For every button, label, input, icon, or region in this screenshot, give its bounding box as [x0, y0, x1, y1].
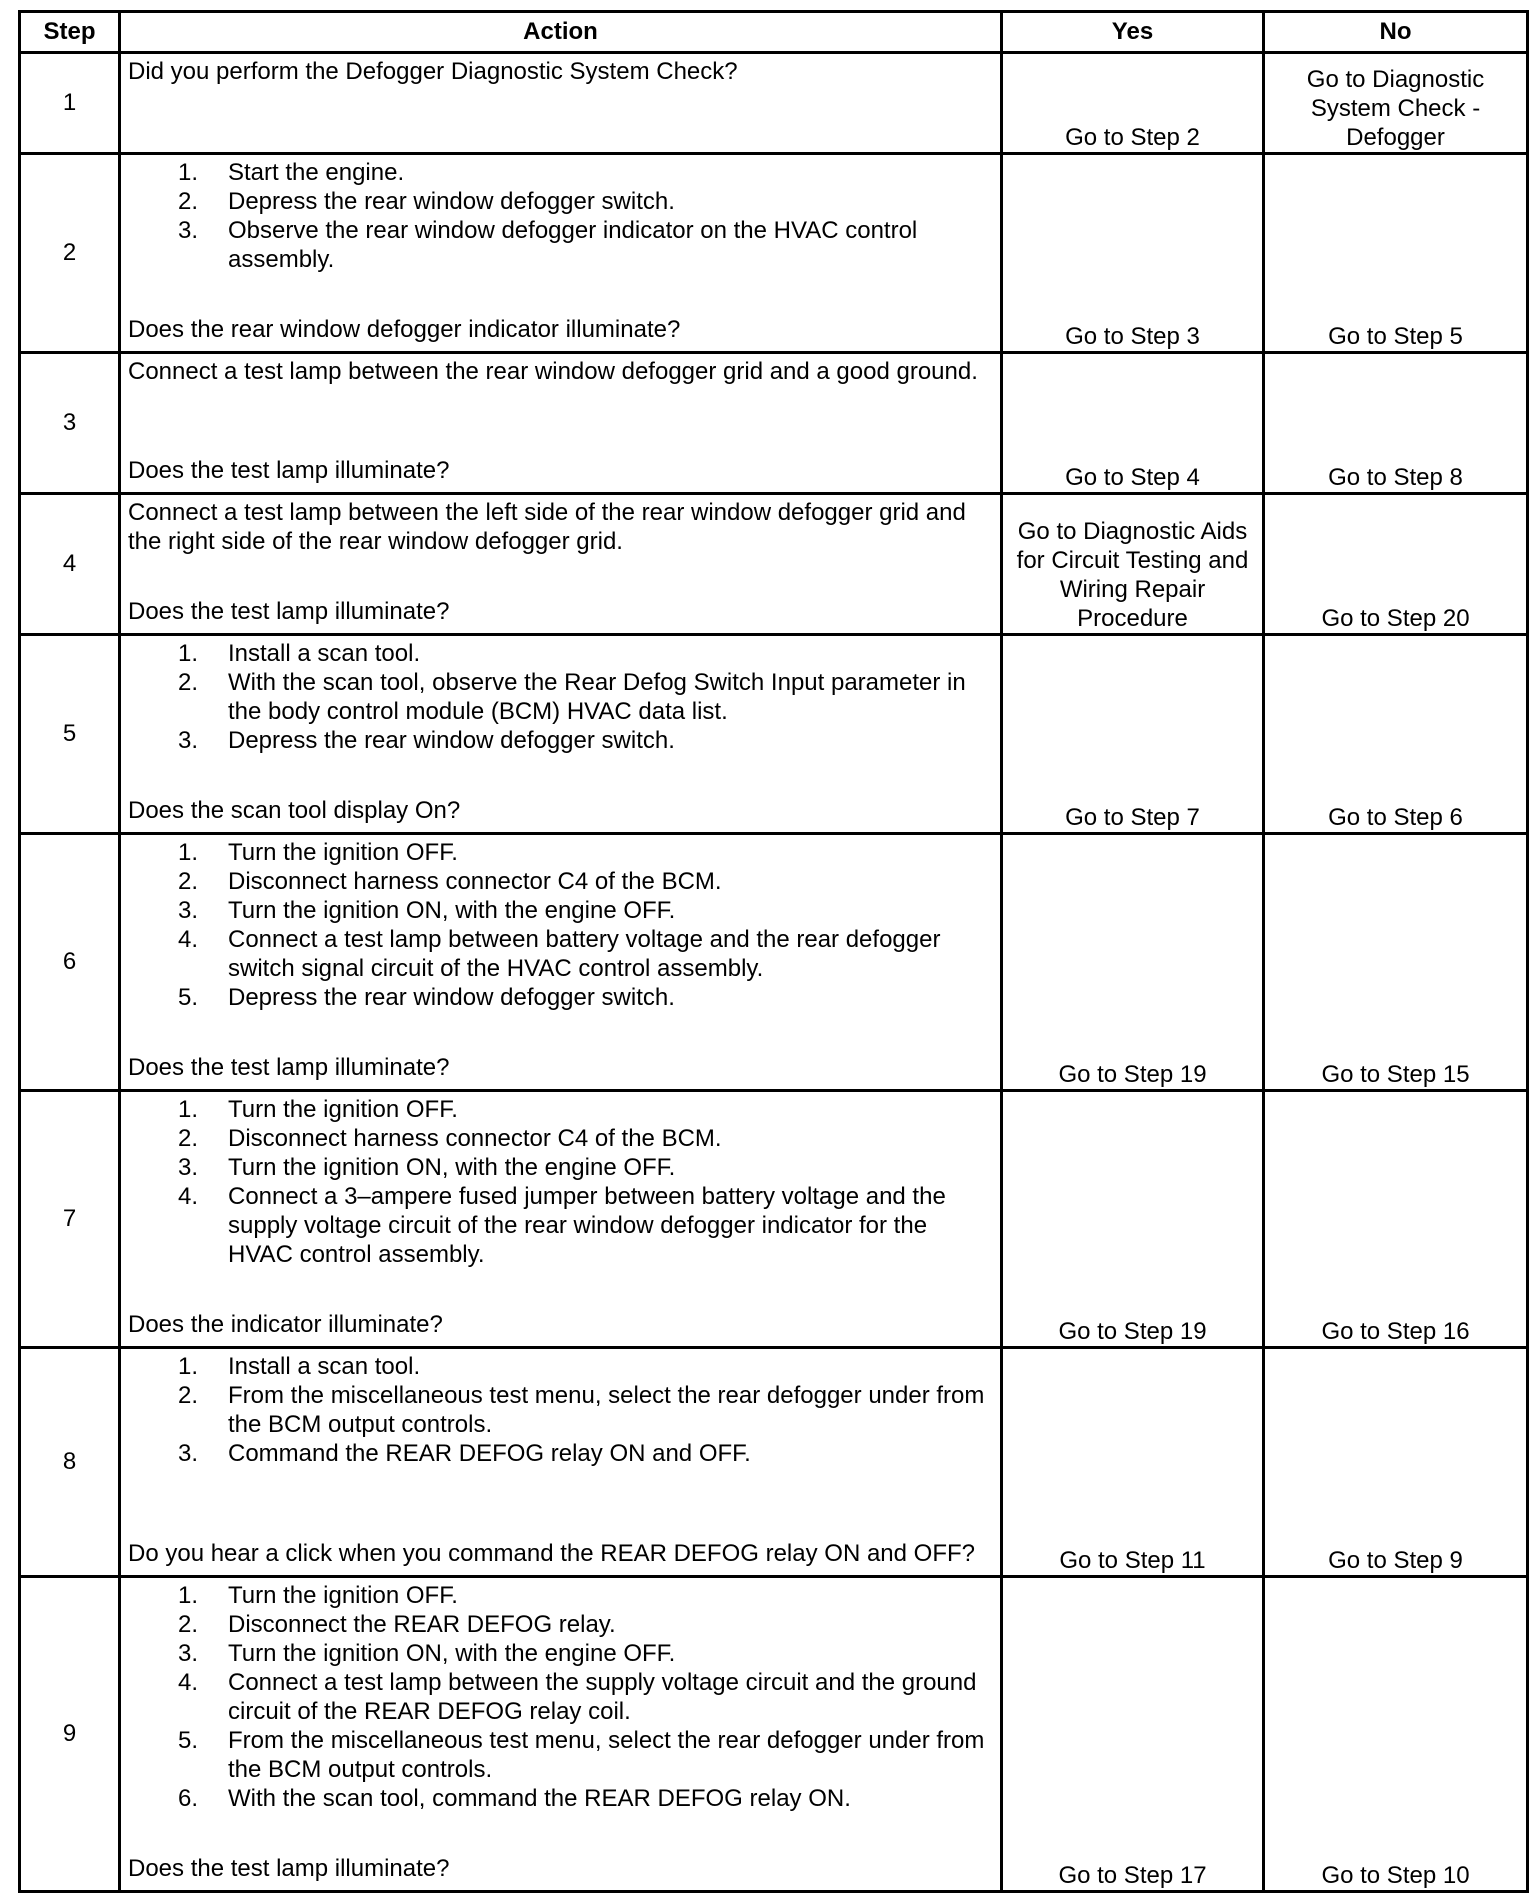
action-cell — [120, 1577, 1002, 1892]
header-step: Step — [20, 12, 120, 53]
yes-result: Go to Step 19 — [1002, 834, 1264, 1091]
instruction-text: Disconnect the REAR DEFOG relay. — [228, 1611, 616, 1638]
instruction-number: 3. — [178, 1640, 199, 1667]
instruction-item — [128, 925, 992, 983]
step-number: 3 — [20, 353, 120, 494]
no-result: Go to Diagnostic System Check - Defogger — [1264, 53, 1528, 154]
instruction-number: 2. — [178, 188, 199, 215]
no-result: Go to Step 8 — [1264, 353, 1528, 494]
instruction-list — [128, 838, 992, 1012]
question-text: Does the rear window defogger indicator illuminate? — [128, 316, 681, 343]
action-cell — [120, 353, 1002, 494]
action-cell — [120, 494, 1002, 635]
instruction-number: 3. — [178, 217, 199, 244]
instruction-number: 4. — [178, 1183, 199, 1210]
instruction-number: 2. — [178, 1611, 199, 1638]
instruction-text: Disconnect harness connector C4 of the BCM. — [228, 868, 722, 895]
instruction-number: 4. — [178, 1669, 199, 1696]
header-row — [20, 12, 1528, 53]
instruction-text: From the miscellaneous test menu, select the rear defogger under from the BCM output controls. — [228, 1382, 985, 1438]
instruction-text: Turn the ignition ON, with the engine OFF. — [228, 1154, 676, 1181]
instruction-item — [128, 726, 992, 755]
instruction-text: Disconnect harness connector C4 of the BCM. — [228, 1125, 722, 1152]
header-yes: Yes — [1002, 12, 1264, 53]
instruction-number: 1. — [178, 640, 199, 667]
instruction-text: Connect a 3–ampere fused jumper between battery voltage and the supply voltage circuit of the rear window defogger indicator for the HVAC control assembly. — [228, 1183, 946, 1268]
header-no: No — [1264, 12, 1528, 53]
instruction-item — [128, 1182, 992, 1269]
step-number: 7 — [20, 1091, 120, 1348]
instruction-text: Turn the ignition OFF. — [228, 839, 458, 866]
instruction-list — [128, 158, 992, 274]
instruction-number: 1. — [178, 159, 199, 186]
instruction-item — [128, 1784, 992, 1813]
instruction-text: With the scan tool, observe the Rear Defog Switch Input parameter in the body control module (BCM) HVAC data list. — [228, 669, 966, 725]
instruction-number: 3. — [178, 897, 199, 924]
instruction-item — [128, 216, 992, 274]
no-result: Go to Step 16 — [1264, 1091, 1528, 1348]
instruction-number: 2. — [178, 1125, 199, 1152]
instruction-item — [128, 1639, 992, 1668]
header-action: Action — [120, 12, 1002, 53]
table-row — [20, 494, 1528, 635]
step-number: 5 — [20, 635, 120, 834]
instruction-item — [128, 896, 992, 925]
instruction-list — [128, 1352, 992, 1468]
instruction-number: 2. — [178, 868, 199, 895]
instruction-list — [128, 1095, 992, 1269]
no-result: Go to Step 6 — [1264, 635, 1528, 834]
instruction-number: 3. — [178, 1440, 199, 1467]
instruction-text: Install a scan tool. — [228, 640, 421, 667]
instruction-number: 2. — [178, 669, 199, 696]
instruction-item — [128, 1095, 992, 1124]
instruction-item — [128, 1668, 992, 1726]
instruction-number: 5. — [178, 984, 199, 1011]
action-text: Connect a test lamp between the left side of the rear window defogger grid and the right side of the rear window defogger grid. — [128, 499, 966, 555]
action-cell — [120, 53, 1002, 154]
yes-result: Go to Diagnostic Aids for Circuit Testing and Wiring Repair Procedure — [1002, 494, 1264, 635]
instruction-text: Turn the ignition ON, with the engine OFF. — [228, 897, 676, 924]
instruction-text: Observe the rear window defogger indicator on the HVAC control assembly. — [228, 217, 918, 273]
table-row — [20, 1091, 1528, 1348]
no-result: Go to Step 15 — [1264, 834, 1528, 1091]
instruction-item — [128, 1581, 992, 1610]
instruction-item — [128, 158, 992, 187]
question-text: Does the indicator illuminate? — [128, 1311, 443, 1338]
instruction-item — [128, 1381, 992, 1439]
instruction-item — [128, 838, 992, 867]
action-cell — [120, 154, 1002, 353]
no-result: Go to Step 9 — [1264, 1348, 1528, 1577]
instruction-text: Turn the ignition OFF. — [228, 1096, 458, 1123]
instruction-number: 5. — [178, 1727, 199, 1754]
step-number: 8 — [20, 1348, 120, 1577]
question-text: Does the test lamp illuminate? — [128, 1855, 450, 1882]
yes-result: Go to Step 11 — [1002, 1348, 1264, 1577]
instruction-item — [128, 1352, 992, 1381]
yes-result: Go to Step 3 — [1002, 154, 1264, 353]
no-result: Go to Step 5 — [1264, 154, 1528, 353]
instruction-text: Turn the ignition ON, with the engine OFF. — [228, 1640, 676, 1667]
instruction-text: Connect a test lamp between the supply voltage circuit and the ground circuit of the REAR DEFOG relay coil. — [228, 1669, 977, 1725]
yes-result: Go to Step 4 — [1002, 353, 1264, 494]
action-text: Did you perform the Defogger Diagnostic System Check? — [128, 58, 738, 85]
instruction-text: Depress the rear window defogger switch. — [228, 984, 675, 1011]
instruction-number: 3. — [178, 727, 199, 754]
instruction-item — [128, 867, 992, 896]
table-row — [20, 154, 1528, 353]
step-number: 4 — [20, 494, 120, 635]
instruction-text: Turn the ignition OFF. — [228, 1582, 458, 1609]
instruction-list — [128, 639, 992, 755]
no-result: Go to Step 10 — [1264, 1577, 1528, 1892]
action-cell — [120, 1091, 1002, 1348]
instruction-number: 1. — [178, 839, 199, 866]
yes-result: Go to Step 19 — [1002, 1091, 1264, 1348]
table-row — [20, 834, 1528, 1091]
table-row — [20, 1348, 1528, 1577]
table-body — [20, 53, 1528, 1892]
instruction-item — [128, 1610, 992, 1639]
instruction-list — [128, 1581, 992, 1813]
instruction-number: 1. — [178, 1353, 199, 1380]
instruction-number: 4. — [178, 926, 199, 953]
instruction-text: Start the engine. — [228, 159, 405, 186]
action-cell — [120, 834, 1002, 1091]
instruction-number: 6. — [178, 1785, 199, 1812]
instruction-item — [128, 1153, 992, 1182]
question-text: Does the test lamp illuminate? — [128, 598, 450, 625]
instruction-item — [128, 983, 992, 1012]
instruction-text: Install a scan tool. — [228, 1353, 421, 1380]
question-text: Does the scan tool display On? — [128, 797, 461, 824]
instruction-text: From the miscellaneous test menu, select the rear defogger under from the BCM output controls. — [228, 1727, 985, 1783]
step-number: 1 — [20, 53, 120, 154]
question-text: Does the test lamp illuminate? — [128, 457, 450, 484]
instruction-text: Depress the rear window defogger switch. — [228, 188, 675, 215]
action-cell — [120, 1348, 1002, 1577]
action-cell — [120, 635, 1002, 834]
instruction-item — [128, 639, 992, 668]
table-row — [20, 1577, 1528, 1892]
instruction-item — [128, 1124, 992, 1153]
instruction-text: Command the REAR DEFOG relay ON and OFF. — [228, 1440, 751, 1467]
instruction-number: 1. — [178, 1096, 199, 1123]
step-number: 6 — [20, 834, 120, 1091]
instruction-text: Connect a test lamp between battery voltage and the rear defogger switch signal circuit of the HVAC control assembly. — [228, 926, 941, 982]
instruction-number: 1. — [178, 1582, 199, 1609]
table-row — [20, 53, 1528, 154]
instruction-item — [128, 187, 992, 216]
step-number: 9 — [20, 1577, 120, 1892]
no-result: Go to Step 20 — [1264, 494, 1528, 635]
instruction-item — [128, 1726, 992, 1784]
yes-result: Go to Step 7 — [1002, 635, 1264, 834]
diagnostic-table — [18, 10, 1529, 1893]
instruction-item — [128, 1439, 992, 1468]
yes-result: Go to Step 17 — [1002, 1577, 1264, 1892]
table-row — [20, 353, 1528, 494]
action-text: Connect a test lamp between the rear window defogger grid and a good ground. — [128, 358, 978, 385]
instruction-text: With the scan tool, command the REAR DEFOG relay ON. — [228, 1785, 851, 1812]
instruction-number: 2. — [178, 1382, 199, 1409]
instruction-text: Depress the rear window defogger switch. — [228, 727, 675, 754]
yes-result: Go to Step 2 — [1002, 53, 1264, 154]
table-row — [20, 635, 1528, 834]
instruction-item — [128, 668, 992, 726]
question-text: Does the test lamp illuminate? — [128, 1054, 450, 1081]
question-text: Do you hear a click when you command the REAR DEFOG relay ON and OFF? — [128, 1540, 975, 1567]
instruction-number: 3. — [178, 1154, 199, 1181]
step-number: 2 — [20, 154, 120, 353]
